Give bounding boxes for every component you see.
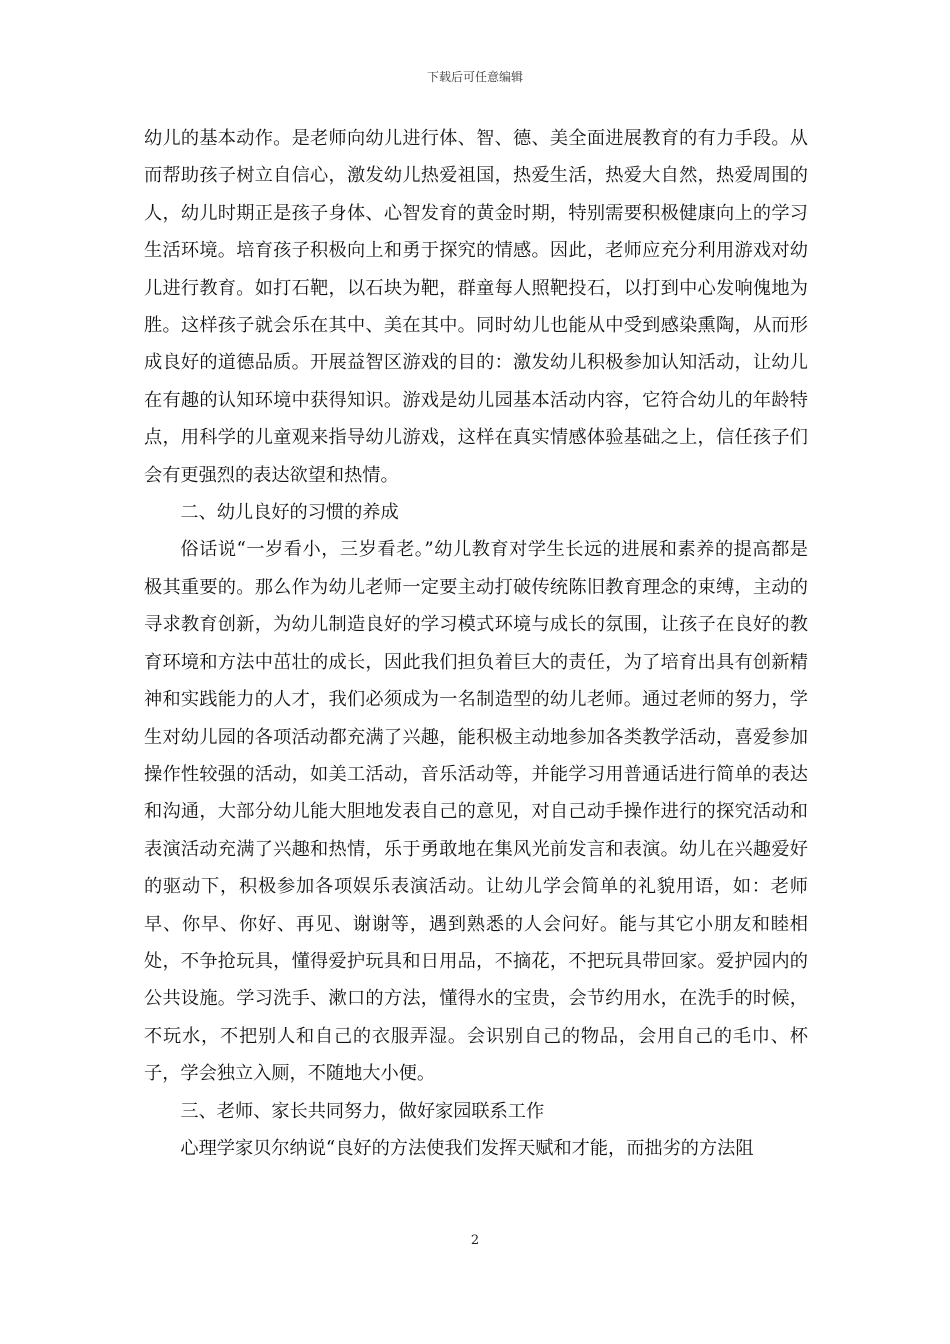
section-heading-2: 二、幼儿良好的习惯的养成 bbox=[180, 502, 399, 524]
page-header: 下载后可任意编辑 bbox=[426, 70, 523, 84]
section-heading-3: 三、老师、家长共同努力，做好家园联系工作 bbox=[180, 1100, 545, 1122]
page-number: 2 bbox=[470, 1233, 480, 1248]
paragraph-2: 俗话说“一岁看小，三岁看老。”幼儿教育对学生长远的进展和素养的提高都是极其重要的。那么作为幼儿老师一定要主动打破传统陈旧教育理念的束缚，主动的寻求教育创新，为幼儿制造良好的学习模式环境与成长的氛围，让孩子在良好的教育环境和方法中茁壮的成长，因此我们担负着巨大的责任，为了培育出具有创新精神和实践能力的人才，我们必须成为一名制造型的幼儿老师。通过老师的努力，学生对幼儿园的各项活动都充满了兴趣，能积极主动地参加各类教学活动，喜爱参加操作性较强的活动，如美工活动，音乐活动等，并能学习用普通话进行简单的表达和沟通，大部分幼儿能大胆地发表自己的意见，对自己动手操作进行的探究活动和表演活动充满了兴趣和热情，乐于勇敢地在集风光前发言和表演。幼儿在兴趣爱好的驱动下，积极参加各项娱乐表演活动。让幼儿学会简单的礼貌用语，如：老师早、你早、你好、再见、谢谢等，遇到熟悉的人会问好。能与其它小朋友和睦相处，不争抢玩具，懂得爱护玩具和日用品，不摘花，不把玩具带回家。爱护园内的公共设施。学习洗手、漱口的方法，懂得水的宝贵，会节约用水，在洗手的时候，不玩水，不把别人和自己的衣服弄湿。会识别自己的物品，会用自己的毛巾、杯子，学会独立入厕，不随地大小便。 bbox=[144, 539, 808, 1085]
paragraph-1: 幼儿的基本动作。是老师向幼儿进行体、智、德、美全面进展教育的有力手段。从而帮助孩子树立自信心，激发幼儿热爱祖国，热爱生活，热爱大自然，热爱周围的人，幼儿时期正是孩子身体、心智发育的黄金时期，特别需要积极健康向上的学习生活环境。培育孩子积极向上和勇于探究的情感。因此，老师应充分利用游戏对幼儿进行教育。如打石靶，以石块为靶，群童每人照靶投石，以打到中心发响傀地为胜。这样孩子就会乐在其中、美在其中。同时幼儿也能从中受到感染熏陶，从而形成良好的道德品质。开展益智区游戏的目的：激发幼儿积极参加认知活动，让幼儿在有趣的认知环境中获得知识。游戏是幼儿园基本活动内容，它符合幼儿的年龄特点，用科学的儿童观来指导幼儿游戏，这样在真实情感体验基础之上，信任孩子们会有更强烈的表达欲望和热情。 bbox=[144, 128, 808, 486]
document-body bbox=[144, 120, 808, 1167]
paragraph-3: 心理学家贝尔纳说“良好的方法使我们发挥天赋和才能，而拙劣的方法阻 bbox=[180, 1137, 754, 1159]
